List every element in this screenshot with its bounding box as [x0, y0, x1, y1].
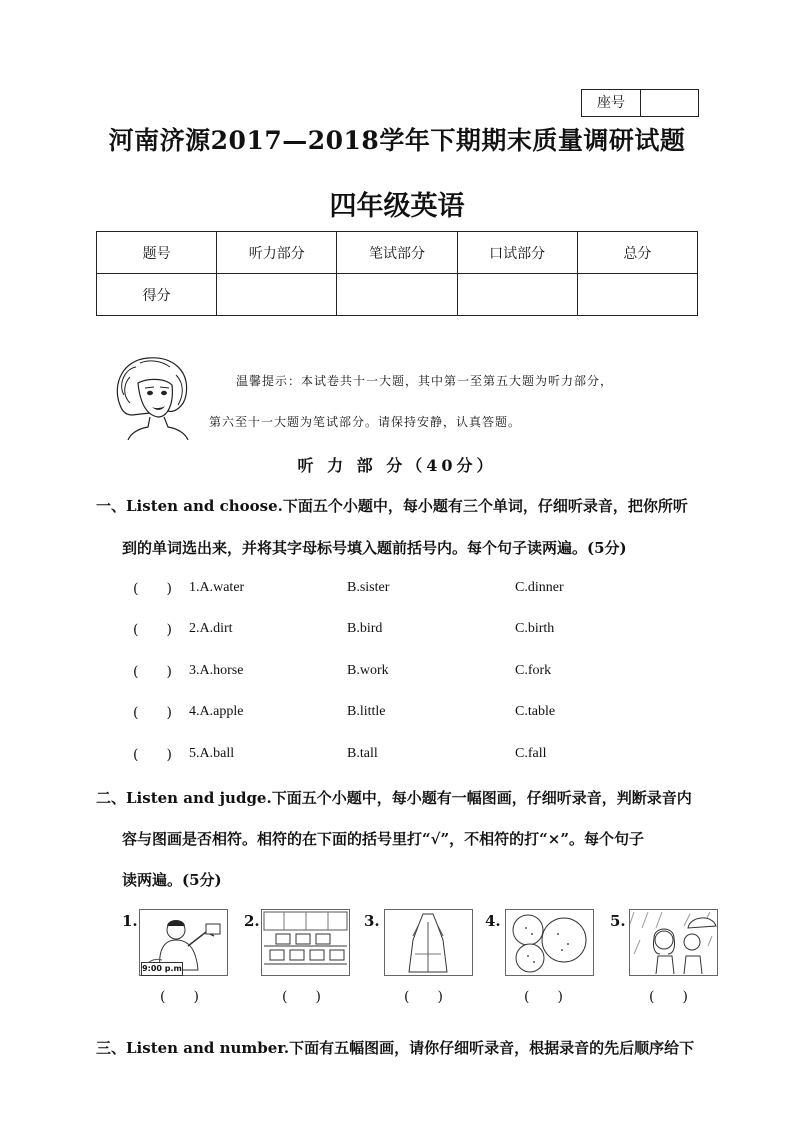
girl-illustration-icon — [110, 355, 200, 440]
q2-instruction-line-1: 二、Listen and judge.下面五个小题中，每小题有一幅图画，仔细听录音，判断录音内 — [96, 789, 692, 807]
score-cell-listening[interactable] — [217, 274, 337, 316]
q2-instruction-line-2: 容与图画是否相符。相符的在下面的括号里打“√”，不相符的打“×”。每个句子 — [122, 830, 644, 848]
rain-girls-icon — [630, 910, 717, 975]
option-b: B.work — [347, 663, 389, 678]
picture-number: 5. — [610, 912, 626, 930]
tip-line-1: 温馨提示：本试卷共十一大题，其中第一至第五大题为听力部分， — [236, 374, 614, 388]
option-b: B.sister — [347, 580, 390, 595]
option-b: B.bird — [347, 621, 383, 636]
judge-parens[interactable]: ( ) — [524, 989, 563, 1005]
seat-number-label: 座号 — [582, 90, 641, 116]
option-b: B.tall — [347, 746, 378, 761]
score-header-cell: 听力部分 — [217, 232, 337, 274]
picture-boy-night — [139, 909, 228, 976]
score-table — [96, 231, 698, 316]
picture-dress — [384, 909, 473, 976]
picture-rainy-day — [629, 909, 718, 976]
answer-parens[interactable]: ( ) — [133, 747, 172, 763]
option-a: 2.A.dirt — [189, 621, 233, 636]
exam-title: 河南济源2017—2018学年下期期末质量调研试题 — [108, 126, 686, 155]
option-b: B.little — [347, 704, 386, 719]
score-table-score-row — [97, 274, 698, 316]
score-header-cell: 笔试部分 — [337, 232, 457, 274]
option-a: 4.A.apple — [189, 704, 244, 719]
q1-instruction-line-2: 到的单词选出来，并将其字母标号填入题前括号内。每个句子读两遍。(5分) — [122, 539, 627, 557]
score-header-cell: 题号 — [97, 232, 217, 274]
seat-number-field[interactable] — [641, 90, 698, 116]
q2-instruction-line-3: 读两遍。(5分) — [122, 871, 222, 889]
picture-number: 3. — [364, 912, 380, 930]
option-c: C.birth — [515, 621, 555, 636]
computers-icon — [262, 910, 349, 975]
picture-number: 1. — [122, 912, 138, 930]
dress-icon — [385, 910, 472, 975]
picture-oranges — [505, 909, 594, 976]
tip-line-2: 第六至十一大题为笔试部分。请保持安静，认真答题。 — [209, 415, 522, 429]
option-c: C.table — [515, 704, 556, 719]
answer-parens[interactable]: ( ) — [133, 705, 172, 721]
option-a: 5.A.ball — [189, 746, 235, 761]
judge-parens[interactable]: ( ) — [404, 989, 443, 1005]
score-cell-total[interactable] — [577, 274, 697, 316]
q1-instruction-line-1: 一、Listen and choose.下面五个小题中，每小题有三个单词，仔细听录音，把你所听 — [96, 497, 688, 515]
judge-parens[interactable]: ( ) — [160, 989, 199, 1005]
option-c: C.fall — [515, 746, 547, 761]
q3-instruction-line-1: 三、Listen and number.下面有五幅图画，请你仔细听录音，根据录音的先后顺序给下 — [96, 1039, 695, 1057]
answer-parens[interactable]: ( ) — [133, 664, 172, 680]
oranges-icon — [506, 910, 593, 975]
picture-number: 4. — [485, 912, 501, 930]
answer-parens[interactable]: ( ) — [133, 581, 172, 597]
score-header-cell: 总分 — [577, 232, 697, 274]
score-header-cell: 口试部分 — [457, 232, 577, 274]
answer-parens[interactable]: ( ) — [133, 622, 172, 638]
score-row-label: 得分 — [97, 274, 217, 316]
picture-number: 2. — [244, 912, 260, 930]
judge-parens[interactable]: ( ) — [282, 989, 321, 1005]
score-cell-written[interactable] — [337, 274, 457, 316]
score-table-header-row — [97, 232, 698, 274]
option-a: 3.A.horse — [189, 663, 244, 678]
listening-section-title: 听 力 部 分（40分） — [297, 456, 497, 475]
clock-label: 9:00 p.m — [141, 962, 183, 976]
score-cell-oral[interactable] — [457, 274, 577, 316]
option-c: C.dinner — [515, 580, 564, 595]
seat-number-box — [581, 89, 699, 117]
judge-parens[interactable]: ( ) — [649, 989, 688, 1005]
exam-subtitle: 四年级英语 — [329, 191, 465, 222]
picture-computer-room — [261, 909, 350, 976]
option-a: 1.A.water — [189, 580, 245, 595]
option-c: C.fork — [515, 663, 552, 678]
